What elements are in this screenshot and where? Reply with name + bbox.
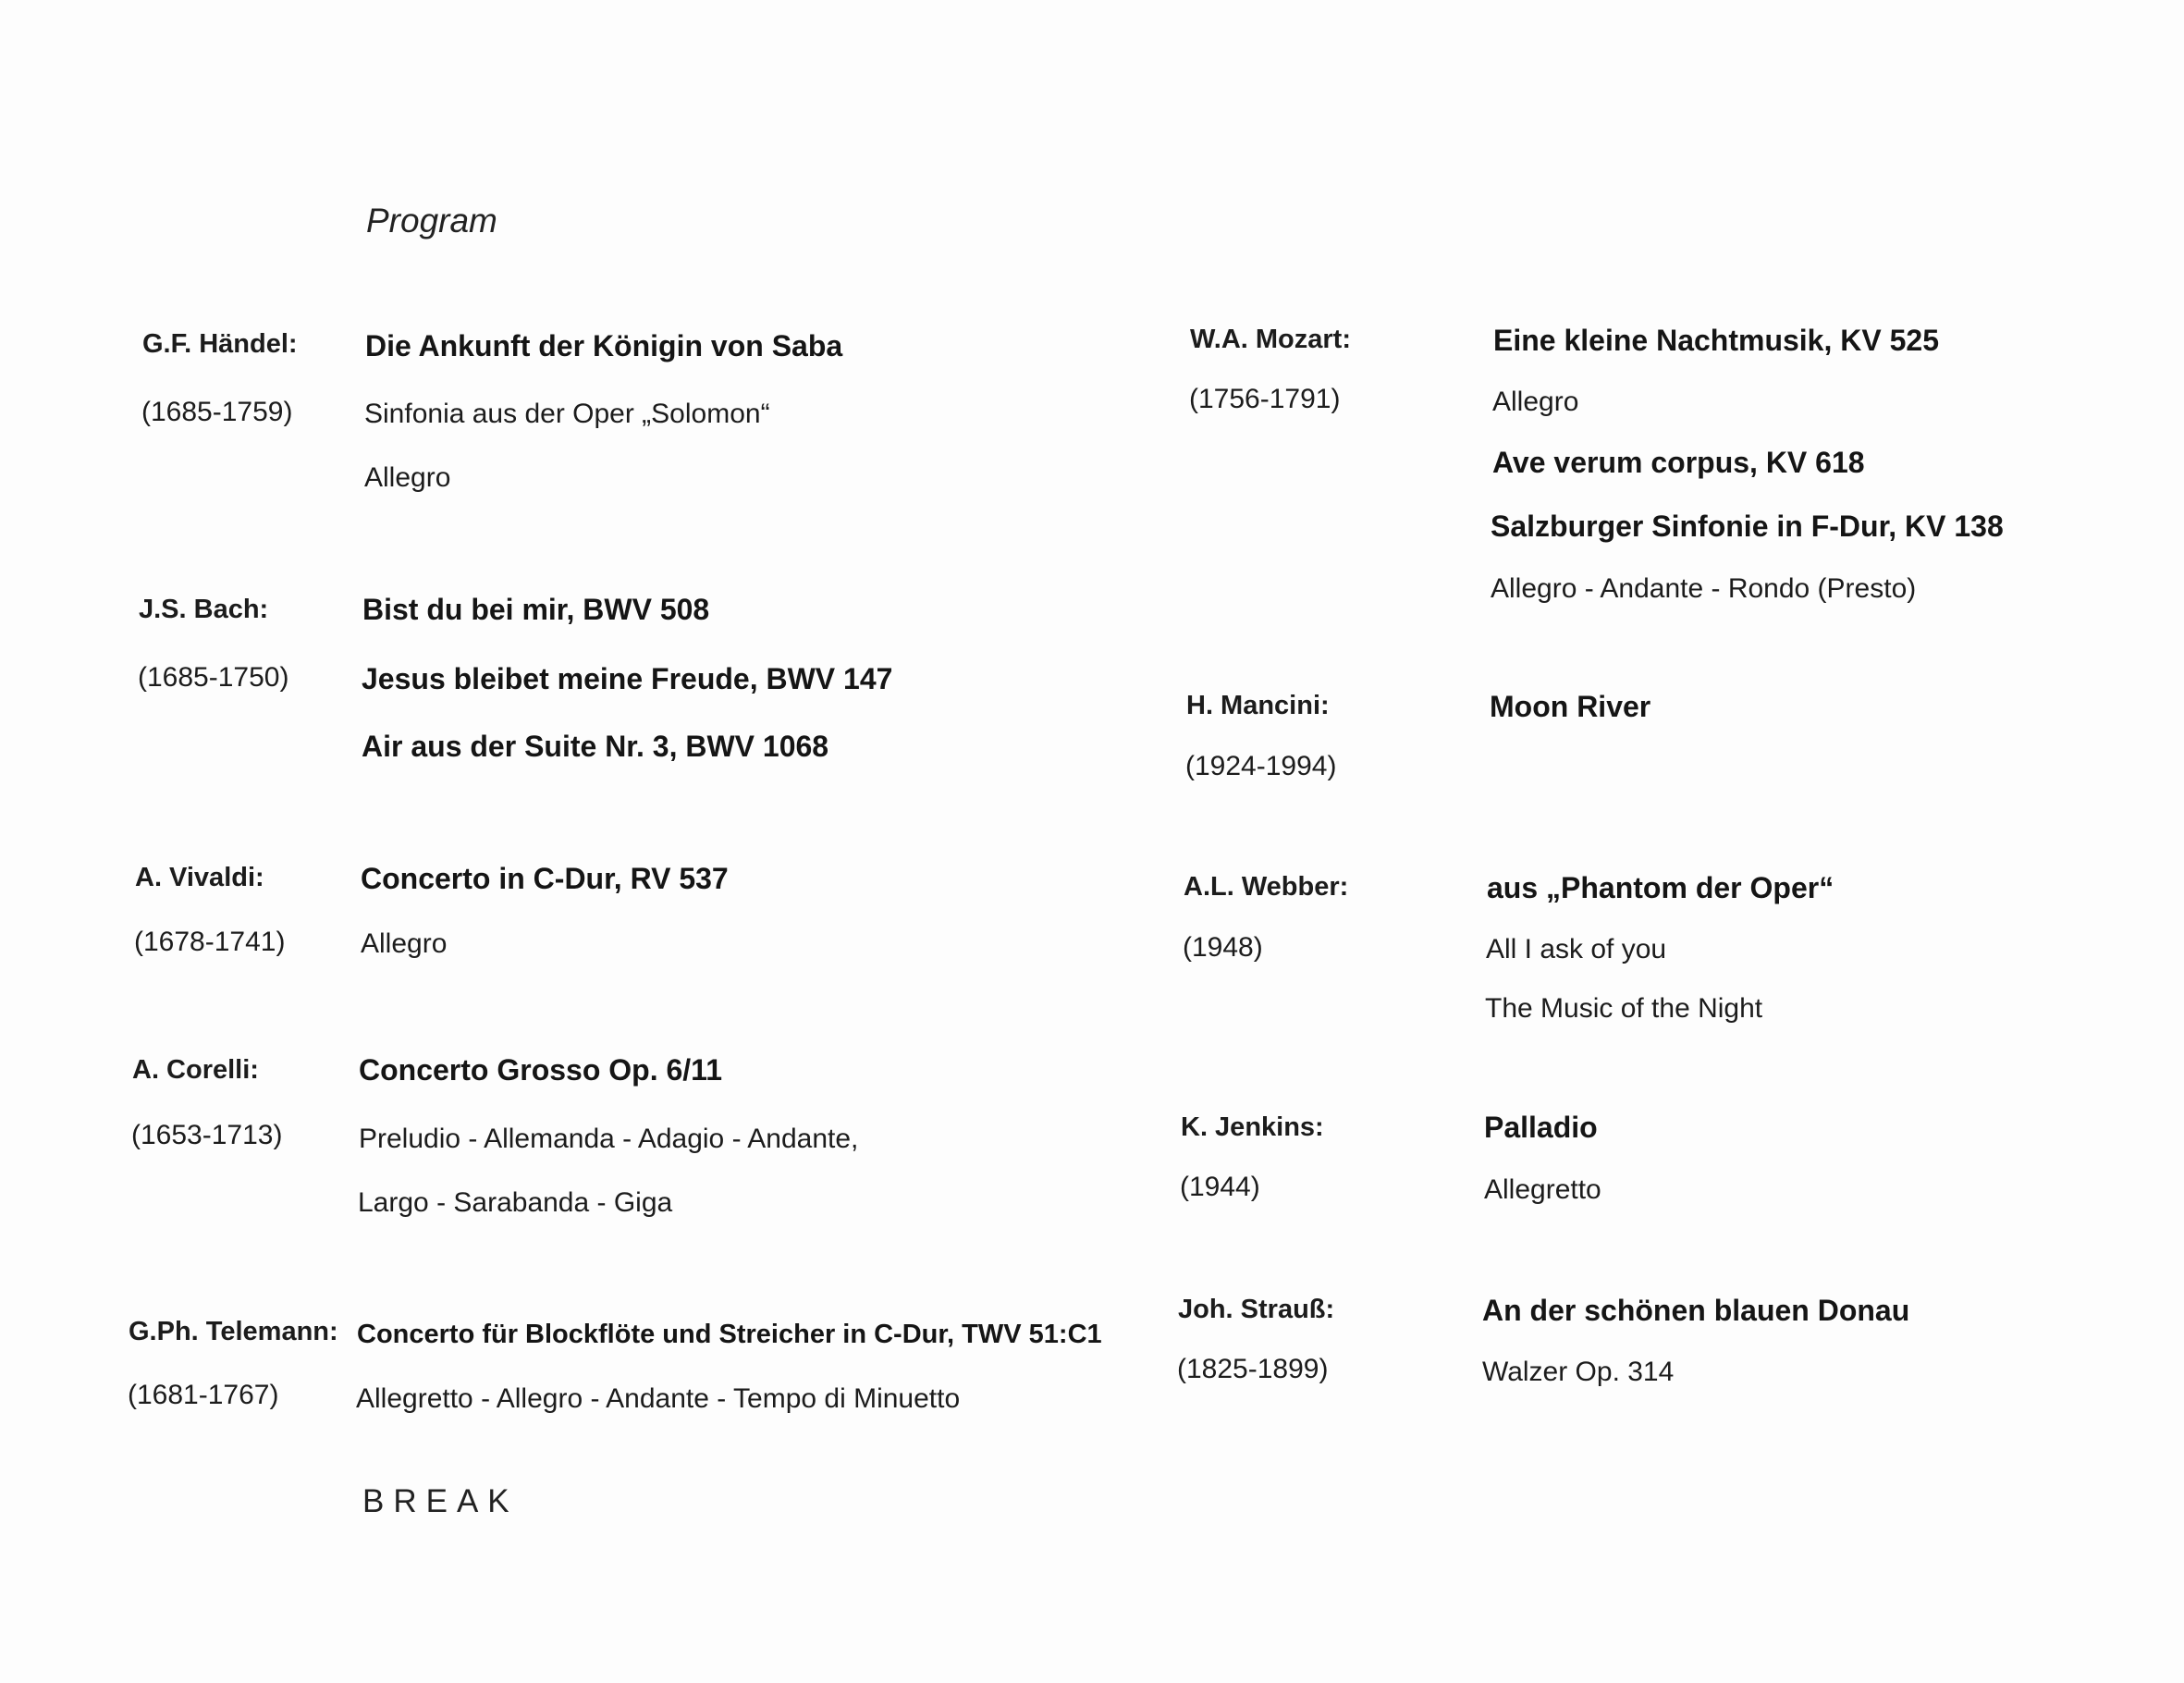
work-title: Jesus bleibet meine Freude, BWV 147: [362, 662, 893, 695]
composer-name: G.F. Händel:: [142, 329, 298, 359]
work-movement: Largo - Sarabanda - Giga: [358, 1187, 673, 1218]
work-movement: Allegro: [1492, 387, 1579, 417]
program-title: Program: [366, 202, 497, 240]
composer-years: (1756-1791): [1189, 384, 1341, 414]
composer-name: A. Corelli:: [132, 1055, 259, 1085]
work-title: Air aus der Suite Nr. 3, BWV 1068: [362, 730, 829, 763]
composer-name: A.L. Webber:: [1184, 872, 1349, 902]
work-movement: Allegro - Andante - Rondo (Presto): [1491, 573, 1917, 604]
composer-name: A. Vivaldi:: [135, 863, 264, 892]
composer-name: G.Ph. Telemann:: [129, 1317, 338, 1346]
composer-years: (1924-1994): [1185, 751, 1337, 781]
work-movement: Walzer Op. 314: [1482, 1357, 1675, 1387]
work-title: Eine kleine Nachtmusik, KV 525: [1493, 324, 1939, 357]
composer-years: (1944): [1180, 1172, 1260, 1202]
work-title: Ave verum corpus, KV 618: [1492, 446, 1865, 479]
composer-years: (1685-1759): [141, 397, 293, 427]
work-title: An der schönen blauen Donau: [1482, 1294, 1910, 1327]
composer-name: H. Mancini:: [1186, 691, 1330, 720]
work-title: Concerto in C-Dur, RV 537: [361, 862, 729, 895]
composer-name: W.A. Mozart:: [1190, 325, 1351, 354]
composer-years: (1678-1741): [134, 927, 286, 957]
work-movement: Allegretto - Allegro - Andante - Tempo di Minuetto: [356, 1383, 961, 1414]
composer-name: Joh. Strauß:: [1178, 1295, 1335, 1324]
work-movement: Allegro: [361, 928, 448, 959]
composer-years: (1685-1750): [138, 662, 289, 693]
composer-name: J.S. Bach:: [139, 595, 269, 624]
work-title: Moon River: [1490, 690, 1651, 723]
work-title: Concerto Grosso Op. 6/11: [359, 1053, 722, 1087]
work-title: aus „Phantom der Oper“: [1487, 871, 1834, 904]
work-movement: All I ask of you: [1486, 934, 1667, 964]
work-movement: The Music of the Night: [1485, 993, 1763, 1024]
composer-years: (1825-1899): [1177, 1354, 1329, 1384]
work-movement: Allegro: [364, 462, 451, 493]
work-title: Concerto für Blockflöte und Streicher in C-Dur, TWV 51:C1: [357, 1320, 1102, 1349]
work-title: Salzburger Sinfonie in F-Dur, KV 138: [1491, 510, 2004, 543]
work-title: Bist du bei mir, BWV 508: [362, 593, 710, 626]
work-title: Palladio: [1484, 1111, 1598, 1144]
work-movement: Allegretto: [1484, 1174, 1601, 1205]
composer-years: (1681-1767): [128, 1380, 279, 1410]
composer-years: (1653-1713): [131, 1120, 283, 1150]
work-movement: Preludio - Allemanda - Adagio - Andante,: [359, 1124, 859, 1154]
composer-name: K. Jenkins:: [1181, 1112, 1324, 1142]
break-label: BREAK: [362, 1483, 519, 1519]
work-detail: Sinfonia aus der Oper „Solomon“: [364, 399, 770, 429]
composer-years: (1948): [1183, 932, 1263, 963]
work-title: Die Ankunft der Königin von Saba: [365, 329, 843, 362]
